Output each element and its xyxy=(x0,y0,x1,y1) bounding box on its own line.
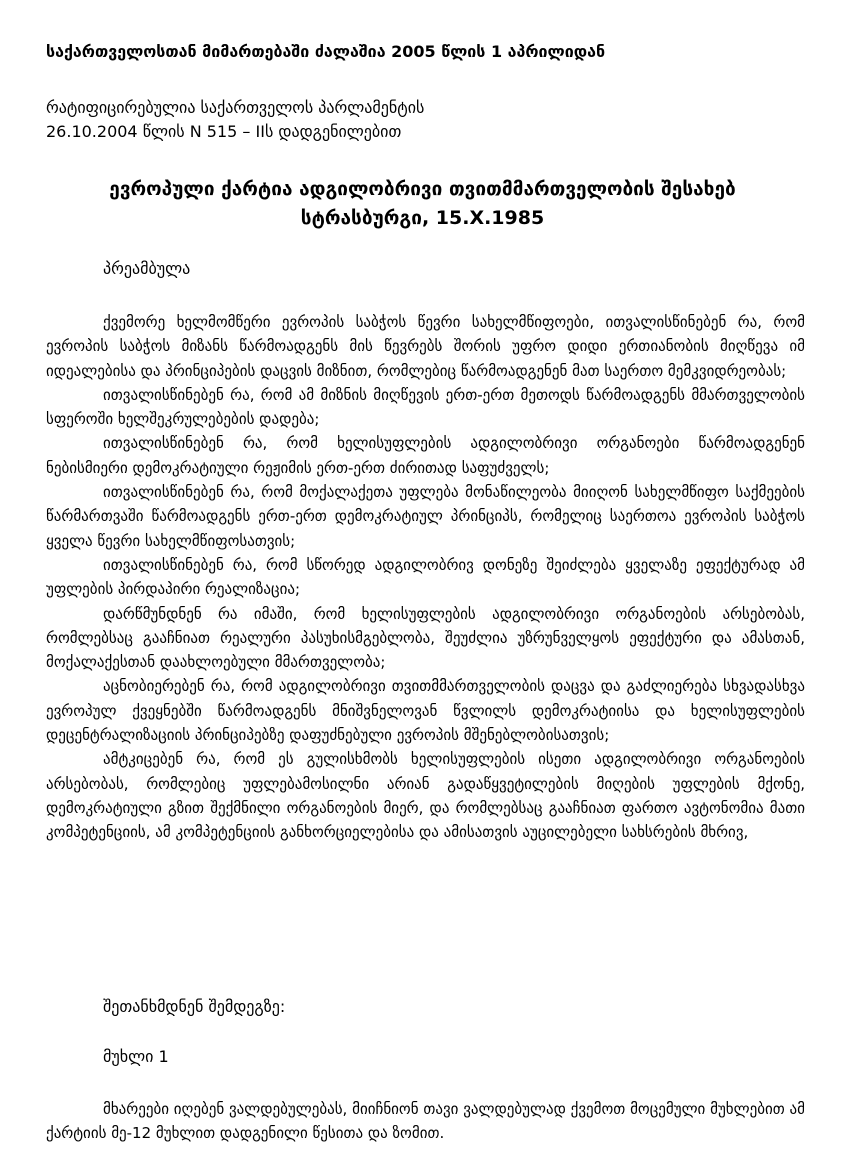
effective-date-line: საქართველოსთან მიმართებაში ძალაშია 2005 წლის 1 აპრილიდან xyxy=(46,42,606,61)
agreed-heading: შეთანხმდნენ შემდეგზე: xyxy=(103,997,286,1016)
preamble-paragraph: აცნობიერებენ რა, რომ ადგილობრივი თვითმმართველობის დაცვა და გაძლიერება სხვადასხვა ევროპულ ქვეყნებში წარმოადგენს მნიშვნელოვან წვლილს დემოკრატიისა და ხელისუფლების დეცენტრალიზაციის პრინციპებზე დაფუძნებული ევროპის მშენებლობისათვის; xyxy=(46,677,805,745)
ratification-line: რატიფიცირებულია საქართველოს პარლამენტის xyxy=(46,98,425,117)
preamble-body xyxy=(46,310,805,845)
document-subtitle: სტრასბურგი, 15.X.1985 xyxy=(300,207,545,229)
preamble-heading: პრეამბულა xyxy=(103,259,191,278)
preamble-paragraph: ქვემორე ხელმომწერი ევროპის საბჭოს წევრი სახელმწიფოები, ითვალისწინებენ რა, რომ ევროპის საბჭოს მიზანს წარმოადგენს მის წევრებს შორის უფრო დიდი ერთიანობის მიღწევა იმ იდეალებისა და პრინციპების დაცვის მიზნით, რომლებიც წარმოადგენენ მათ საერთო მემკვიდრეობას; xyxy=(46,313,805,380)
preamble-paragraph: ამტკიცებენ რა, რომ ეს გულისხმობს ხელისუფლების ისეთი ადგილობრივი ორგანოების არსებობას, რომლებიც უფლებამოსილნი არიან გადაწყვეტილების მიღების უფლების მქონე, დემოკრატიული გზით შექმნილი ორგანოების მიერ, და რომლებსაც გააჩნიათ ფართო ავტონომია მათი კომპეტენციის, ამ კომპეტენციის განხორციელებისა და ამისათვის აუცილებელი სახსრების მხრივ, xyxy=(46,750,805,842)
document-title: ევროპული ქარტია ადგილობრივი თვითმმართველობის შესახებ xyxy=(109,178,736,200)
preamble-paragraph: ითვალისწინებენ რა, რომ სწორედ ადგილობრივ დონეზე შეიძლება ყველაზე ეფექტურად ამ უფლების პირდაპირი რეალიზაცია; xyxy=(46,555,805,599)
preamble-paragraph: დარწმუნდნენ რა იმაში, რომ ხელისუფლების ადგილობრივი ორგანოების არსებობას, რომლებსაც გააჩნიათ რეალური პასუხისმგებლობა, შეუძლია უზრუნველყოს ეფექტური და ამასთან, მოქალაქესთან დაახლოებული მმართველობა; xyxy=(46,604,805,672)
preamble-paragraph: ითვალისწინებენ რა, რომ ამ მიზნის მიღწევის ერთ-ერთ მეთოდს წარმოადგენს მმართველობის სფეროში ხელშეკრულებების დადება; xyxy=(46,385,805,429)
article-text: მხარეები იღებენ ვალდებულებას, მიიჩნიონ თავი ვალდებულად ქვემოთ მოცემული მუხლებით ამ ქარტიის მე-12 მუხლით დადგენილი წესითა და ზომით. xyxy=(46,1100,805,1143)
preamble-paragraph: ითვალისწინებენ რა, რომ მოქალაქეთა უფლება მონაწილეობა მიიღონ სახელმწიფო საქმეების წარმართვაში წარმოადგენს ერთ-ერთ დემოკრატიულ პრინციპს, რომელიც საერთოა ევროპის საბჭოს ყველა წევრი სახელმწიფოსათვის; xyxy=(46,483,805,550)
preamble-paragraph: ითვალისწინებენ რა, რომ ხელისუფლების ადგილობრივი ორგანოები წარმოადგენენ ნებისმიერი დემოკრატიული რეჟიმის ერთ-ერთ ძირითად საფუძველს; xyxy=(46,434,805,477)
resolution-line: 26.10.2004 წლის N 515 – IIს დადგენილებით xyxy=(46,122,402,141)
article-heading: მუხლი 1 xyxy=(103,1047,169,1066)
